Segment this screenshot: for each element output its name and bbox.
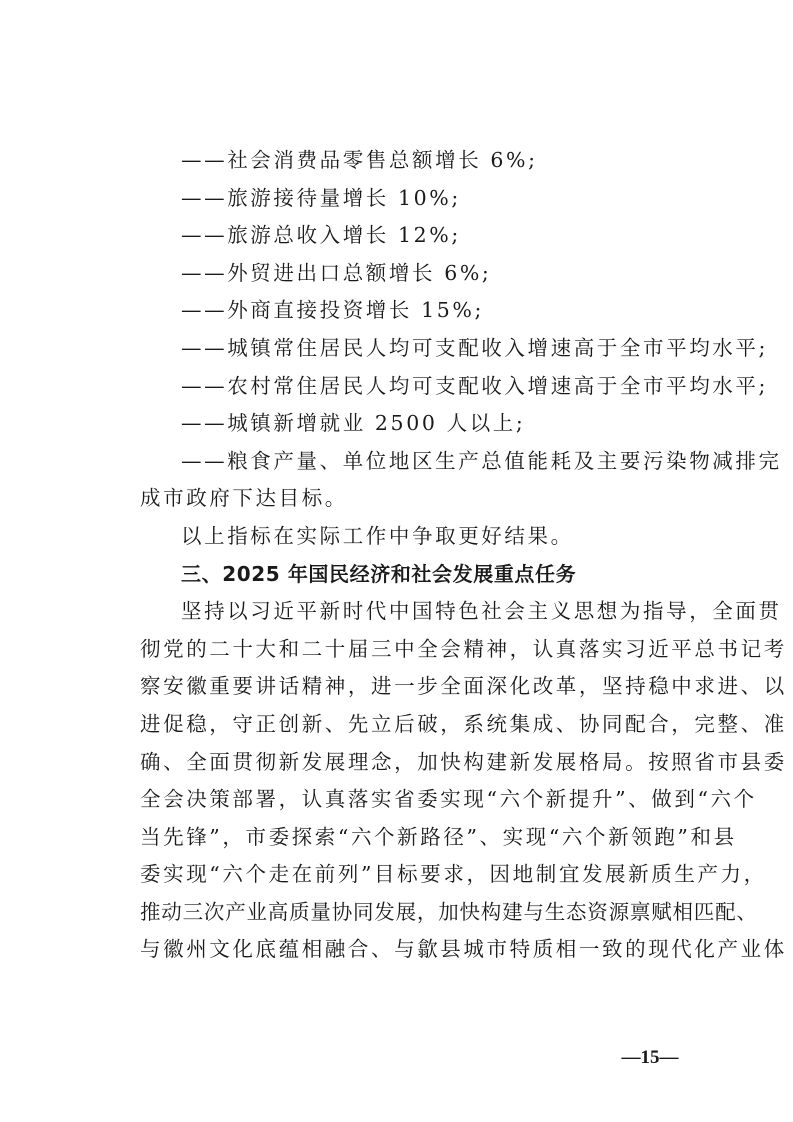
body-line: 察安徽重要讲话精神，进一步全面深化改革，坚持稳中求进、以 [140, 674, 787, 699]
target-item: ——农村常住居民人均可支配收入增速高于全市平均水平; [181, 373, 769, 398]
body-line: 推动三次产业高质量协同发展，加快构建与生态资源禀赋相匹配、 [140, 899, 758, 924]
body-line: 当先锋”，市委探索“六个新路径”、实现“六个新领跑”和县 [140, 824, 737, 849]
closing-note: 以上指标在实际工作中争取更好结果。 [181, 523, 574, 548]
target-item-continuation: 成市政府下达目标。 [140, 486, 348, 511]
target-item: ——粮食产量、单位地区生产总值能耗及主要污染物减排完 [181, 448, 782, 473]
section-heading: 三、2025 年国民经济和社会发展重点任务 [181, 561, 577, 586]
page-number: —15— [621, 1047, 679, 1068]
target-item: ——外商直接投资增长 15%; [181, 298, 484, 323]
body-line: 确、全面贯彻新发展理念，加快构建新发展格局。按照省市县委 [140, 749, 787, 774]
body-line: 委实现“六个走在前列”目标要求，因地制宜发展新质生产力， [140, 862, 767, 887]
target-item: ——城镇新增就业 2500 人以上; [181, 411, 526, 436]
body-line: 彻党的二十大和二十届三中全会精神，认真落实习近平总书记考 [140, 636, 787, 661]
target-item: ——城镇常住居民人均可支配收入增速高于全市平均水平; [181, 335, 769, 360]
target-item: ——社会消费品零售总额增长 6%; [181, 148, 538, 172]
body-line: 全会决策部署，认真落实省委实现“六个新提升”、做到“六个 [140, 787, 757, 812]
body-line: 坚持以习近平新时代中国特色社会主义思想为指导，全面贯 [181, 599, 782, 624]
target-item: ——旅游接待量增长 10%; [181, 185, 461, 210]
page-content [140, 142, 787, 969]
body-line: 进促稳，守正创新、先立后破，系统集成、协同配合，完整、准 [140, 711, 787, 736]
target-item: ——外贸进出口总额增长 6%; [181, 260, 492, 285]
body-line: 与徽州文化底蕴相融合、与歙县城市特质相一致的现代化产业体 [140, 937, 787, 962]
target-item: ——旅游总收入增长 12%; [181, 223, 461, 248]
